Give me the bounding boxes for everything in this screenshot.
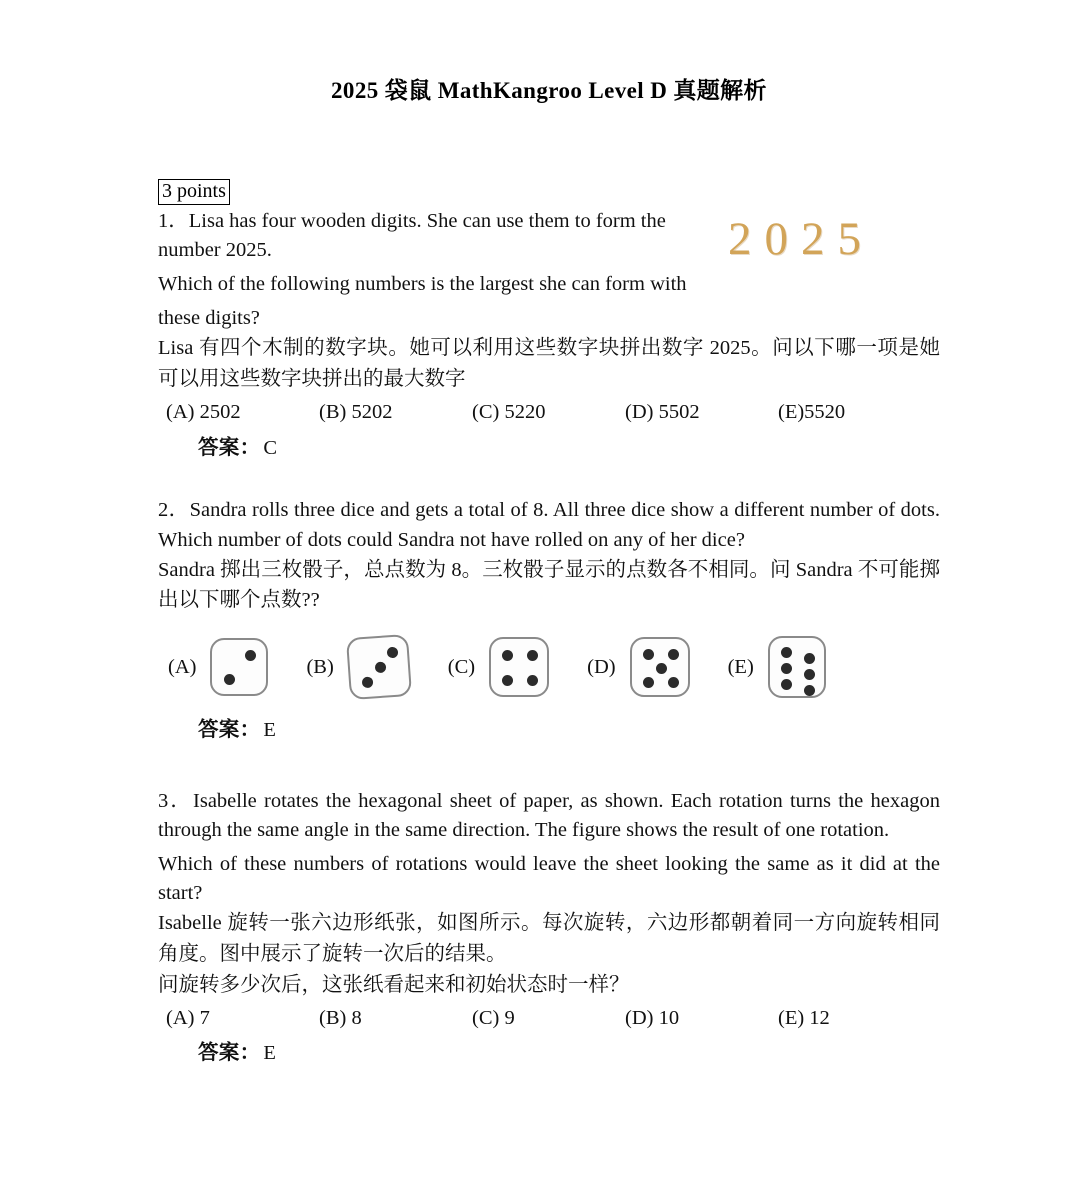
page-title: 2025 袋鼠 MathKangroo Level D 真题解析	[331, 78, 767, 103]
points-badge: 3 points	[158, 179, 230, 205]
answer-value: E	[263, 719, 276, 742]
question-1-options	[158, 397, 940, 428]
option-d[interactable]: (D) 5502	[625, 400, 700, 423]
die-two-dots-icon	[210, 638, 268, 696]
dice-letter-e: (E)	[727, 655, 754, 678]
dice-letter-d: (D)	[587, 655, 616, 678]
dice-option-a[interactable]	[168, 638, 268, 696]
question-3	[158, 787, 940, 1070]
option-a[interactable]: (A) 2502	[166, 400, 241, 423]
spacer	[158, 747, 940, 787]
die-three-dots-icon	[346, 634, 412, 700]
question-1	[158, 207, 940, 464]
option-e[interactable]: (E) 12	[778, 1006, 830, 1029]
dice-letter-b: (B)	[306, 655, 334, 678]
dice-option-c[interactable]	[448, 637, 549, 697]
answer-value: C	[263, 436, 278, 459]
question-1-en-line-4: these digits?	[158, 307, 260, 330]
die-four-dots-icon	[489, 637, 549, 697]
option-e[interactable]: (E)5520	[778, 400, 846, 423]
question-2	[158, 496, 940, 747]
question-3-answer	[158, 1037, 940, 1070]
dice-option-e[interactable]	[728, 636, 826, 698]
question-1-cn: Lisa 有四个木制的数字块。她可以利用这些数字块拼出数字 2025。问以下哪一项是她可以用这些数字块拼出的最大数字	[158, 337, 940, 391]
dice-option-b[interactable]	[306, 636, 409, 698]
question-2-dice-options	[158, 636, 940, 698]
spacer	[158, 464, 940, 496]
option-a[interactable]: (A) 7	[166, 1006, 210, 1029]
question-1-answer	[158, 432, 940, 465]
die-six-dots-icon	[768, 636, 826, 698]
dice-letter-a: (A)	[168, 655, 197, 678]
question-3-en-part-2: Which of these numbers of rotations would leave the sheet looking the same as it did at the start?	[158, 853, 940, 905]
option-c[interactable]: (C) 5220	[472, 400, 546, 423]
decorative-2025-image: 2025	[728, 213, 874, 265]
option-b[interactable]: (B) 8	[319, 1006, 362, 1029]
die-five-dots-icon	[630, 637, 690, 697]
section-badge-wrapper	[158, 179, 940, 205]
question-1-en-line-1: 1．Lisa has four wooden digits. She can use them to form the	[158, 210, 666, 232]
question-1-en-line-3: Which of the following numbers is the largest she can form with	[158, 273, 687, 296]
option-c[interactable]: (C) 9	[472, 1006, 515, 1029]
question-3-en-part-1: 3．Isabelle rotates the hexagonal sheet of paper, as shown. Each rotation turns the hexagon through the same angle in the same direction. The figure shows the result of one rotation.	[158, 790, 940, 842]
answer-value: E	[263, 1042, 276, 1065]
title-spacer	[158, 105, 940, 179]
question-2-en: 2．Sandra rolls three dice and gets a total of 8. All three dice show a different number of dots. Which number of dots could Sandra not have rolled on any of her dice?	[158, 499, 940, 551]
option-d[interactable]: (D) 10	[625, 1006, 680, 1029]
question-3-options	[158, 1003, 940, 1034]
answer-label: 答案：	[198, 436, 261, 459]
question-2-answer	[158, 714, 940, 747]
question-1-en-line-2: number 2025.	[158, 239, 272, 262]
question-3-cn-part-1: Isabelle 旋转一张六边形纸张，如图所示。每次旋转，六边形都朝着同一方向旋转相同角度。图中展示了旋转一次后的结果。	[158, 912, 940, 966]
answer-label: 答案：	[198, 1042, 261, 1065]
option-b[interactable]: (B) 5202	[319, 400, 393, 423]
answer-label: 答案：	[198, 719, 261, 742]
question-3-cn-part-2: 问旋转多少次后，这张纸看起来和初始状态时一样？	[158, 973, 630, 996]
dice-option-d[interactable]	[587, 637, 689, 697]
dice-letter-c: (C)	[447, 655, 476, 678]
question-2-cn: Sandra 掷出三枚骰子，总点数为 8。三枚骰子显示的点数各不相同。问 Sandra 不可能掷出以下哪个点数??	[158, 558, 940, 612]
